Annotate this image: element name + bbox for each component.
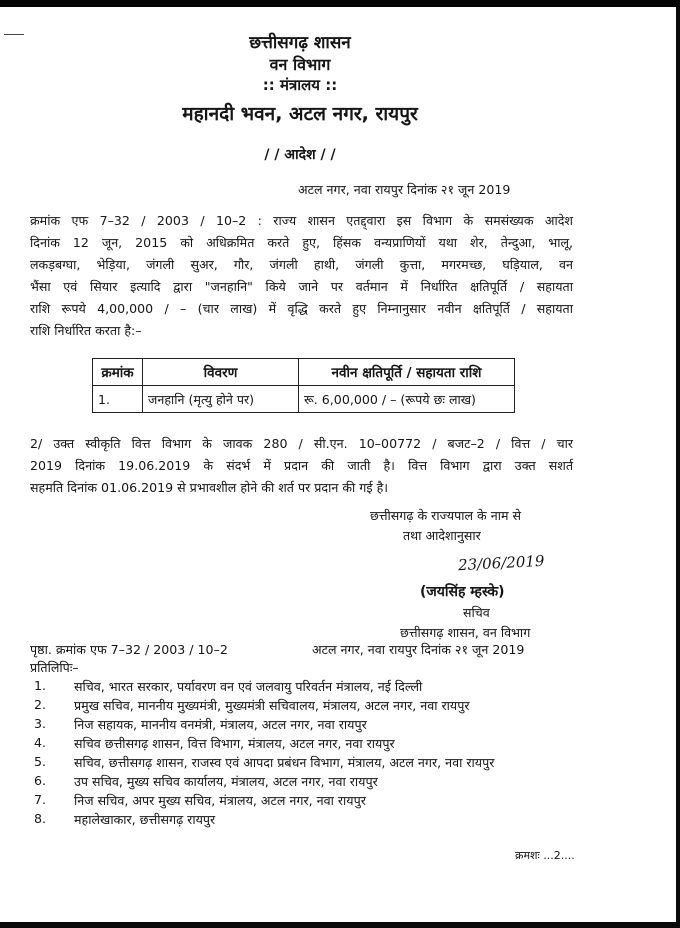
table-cell: जनहानि (मृत्यु होने पर) xyxy=(143,386,299,413)
signature: 23/06/2019 xyxy=(457,551,545,575)
office-address: महानदी भवन, अटल नगर, रायपुर xyxy=(182,103,418,125)
govt-name: छत्तीसगढ़ शासन xyxy=(249,33,351,53)
copy-item-number: 8. xyxy=(34,811,47,826)
copy-item: सचिव छत्तीसगढ़ शासन, वित्त विभाग, मंत्रालय, अटल नगर, नवा रायपुर xyxy=(74,736,395,751)
para1-line: भैंसा एवं सियार इत्यादि द्वारा "जनहानि" किये जाने पर वर्तमान में निर्धारित क्षतिपूर्ति / सहायता xyxy=(30,279,573,294)
copy-label: प्रतिलिपिः– xyxy=(30,660,79,675)
table-header-cell: नवीन क्षतिपूर्ति / सहायता राशि xyxy=(299,359,515,386)
copy-item: महालेखाकार, छत्तीसगढ़ रायपुर xyxy=(74,812,216,827)
copy-item-number: 6. xyxy=(34,773,47,788)
ministry-label: :: मंत्रालय :: xyxy=(262,76,338,94)
copy-item-number: 2. xyxy=(34,697,47,712)
signatory-name: (जयसिंह म्हस्के) xyxy=(420,584,505,600)
copy-item: प्रमुख सचिव, माननीय मुख्यमंत्री, मुख्यमंत्री सचिवालय, मंत्रालय, अटल नगर, नवा रायपुर xyxy=(74,698,470,713)
table-cell: रू. 6,00,000 / – (रूपये छः लाख) xyxy=(299,386,515,413)
copy-item-number: 5. xyxy=(34,754,47,769)
table-header-cell: क्रमांक xyxy=(93,359,143,386)
compensation-table xyxy=(92,358,515,413)
para2-line: 2019 दिनांक 19.06.2019 के संदर्भ में प्रदान की जाती है। वित्त विभाग द्वारा उक्त सशर्त xyxy=(30,458,573,473)
copy-item-number: 7. xyxy=(34,792,47,807)
copy-item-number: 1. xyxy=(34,678,47,693)
authority-line: छत्तीसगढ़ के राज्यपाल के नाम से xyxy=(370,508,522,523)
continued-note: क्रमशः ...2.... xyxy=(515,849,575,862)
copy-item: उप सचिव, मुख्य सचिव कार्यालय, मंत्रालय, अटल नगर, नवा रायपुर xyxy=(74,774,378,789)
copy-item: निज सचिव, अपर मुख्य सचिव, मंत्रालय, अटल नगर, नवा रायपुर xyxy=(74,793,366,808)
copy-item-number: 3. xyxy=(34,716,47,731)
para2-line: सहमति दिनांक 01.06.2019 से प्रभावशील होने की शर्त पर प्रदान की गई है। xyxy=(30,480,389,495)
copy-item-number: 4. xyxy=(34,735,47,750)
para1-line: दिनांक 12 जून, 2015 को अधिक्रमित करते हुए, हिंसक वन्यप्राणियों यथा शेर, तेन्दुआ, भालू, xyxy=(30,235,573,250)
copy-item: सचिव, भारत सरकार, पर्यावरण वन एवं जलवायु परिवर्तन मंत्रालय, नई दिल्ली xyxy=(74,679,423,694)
authority-line: तथा आदेशानुसार xyxy=(403,528,481,543)
table-header-row xyxy=(93,359,515,386)
signatory-dept: छत्तीसगढ़ शासन, वन विभाग xyxy=(400,625,531,640)
endorsement-date: अटल नगर, नवा रायपुर दिनांक २१ जून 2019 xyxy=(312,642,525,657)
table-cell: 1. xyxy=(93,386,143,413)
para2-line: 2/ उक्त स्वीकृति वित्त विभाग के जावक 280 / सी.एन. 10–00772 / बजट–2 / वित्त / चार xyxy=(30,436,573,451)
right-border xyxy=(676,0,680,928)
table-header-cell: विवरण xyxy=(143,359,299,386)
endorsement-number: पृष्ठा. क्रमांक एफ 7–32 / 2003 / 10–2 xyxy=(30,642,228,657)
signatory-title: सचिव xyxy=(463,605,490,620)
order-title: / / आदेश / / xyxy=(264,147,336,163)
para1-line: क्रमांक एफ 7–32 / 2003 / 10–2 : राज्य शासन एतद्द्वारा इस विभाग के समसंख्यक आदेश xyxy=(30,213,573,228)
copy-item: सचिव, छत्तीसगढ़ शासन, राजस्व एवं आपदा प्रबंधन विभाग, मंत्रालय, अटल नगर, नवा रायपुर xyxy=(74,755,495,770)
order-date: अटल नगर, नवा रायपुर दिनांक २१ जून 2019 xyxy=(298,182,511,197)
para1-line: राशि रूपये 4,00,000 / – (चार लाख) में वृद्धि करते हुए निम्नानुसार नवीन क्षतिपूर्ति / सहायता xyxy=(30,301,573,316)
table-row xyxy=(93,386,515,413)
para1-line: राशि निर्धारित करता है:– xyxy=(30,323,142,338)
bottom-border xyxy=(0,922,680,928)
para1-line: लकड़बग्घा, भेड़िया, जंगली सुअर, गौर, जंगली हाथी, जंगली कुत्ता, मगरमच्छ, घड़ियाल, वन xyxy=(30,257,573,272)
copy-item: निज सहायक, माननीय वनमंत्री, मंत्रालय, अटल नगर, नवा रायपुर xyxy=(74,717,367,732)
department-name: वन विभाग xyxy=(269,55,331,74)
top-border xyxy=(0,0,680,7)
